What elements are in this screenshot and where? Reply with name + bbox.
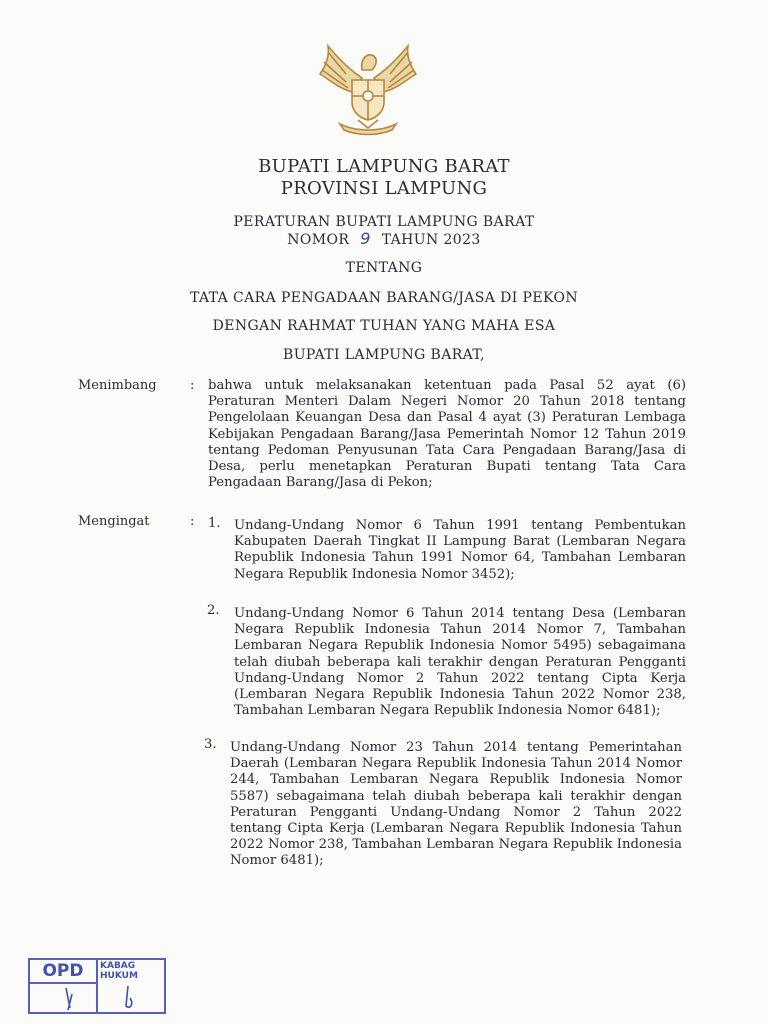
- menimbang-label: Menimbang: [78, 378, 157, 393]
- regulation-number-line: [0, 229, 768, 248]
- mengingat-item-1-text: Undang-Undang Nomor 6 Tahun 1991 tentang Pembentukan Kabupaten Daerah Tingkat II Lampung Barat (Lembaran Negara Republik Indonesia Tahun 1991 Nomor 64, Tambahan Lembaran Negara Republik Indonesia Nomor 3452);: [234, 518, 686, 582]
- regulation-subject: TATA CARA PENGADAAN BARANG/JASA DI PEKON: [189, 290, 579, 306]
- mengingat-item-3-number: 3.: [204, 737, 217, 752]
- tahun-label: TAHUN 2023: [381, 232, 481, 248]
- issuer-line: BUPATI LAMPUNG BARAT,: [283, 347, 485, 363]
- nomor-value: 9: [360, 229, 371, 248]
- menimbang-text: bahwa untuk melaksanakan ketentuan pada Pasal 52 ayat (6) Peraturan Menteri Dalam Negeri Nomor 20 Tahun 2018 tentang Pengelolaan Keuangan Desa dan Pasal 4 ayat (3) Peraturan Lembaga Kebijakan Pengadaan Barang/Jasa Pemerintah Nomor 12 Tahun 2019 tentang Pedoman Penyusunan Tata Cara Pengadaan Barang/Jasa di Desa, perlu menetapkan Peraturan Bupati tentang Tata Cara Pengadaan Barang/Jasa di Pekon;: [208, 378, 686, 491]
- signature-marks-icon: [30, 984, 164, 1012]
- stamp-opd-label: OPD: [30, 960, 98, 984]
- tentang-heading: TENTANG: [345, 260, 423, 276]
- regulation-title: PERATURAN BUPATI LAMPUNG BARAT: [233, 214, 535, 230]
- mengingat-item-1-number: 1.: [208, 516, 221, 531]
- stamp-kabag-label: KABAG: [100, 961, 136, 971]
- header-line-2: PROVINSI LAMPUNG: [280, 178, 488, 199]
- paraf-stamp: [28, 958, 166, 1014]
- garuda-emblem-icon: [316, 40, 420, 136]
- mengingat-item-2-text: Undang-Undang Nomor 6 Tahun 2014 tentang Desa (Lembaran Negara Republik Indonesia Tahun 2014 Nomor 7, Tambahan Lembaran Negara Republik Indonesia Nomor 5495) sebagaimana telah diubah beberapa kali terakhir dengan Peraturan Pengganti Undang-Undang Nomor 2 Tahun 2022 tentang Cipta Kerja (Lembaran Negara Republik Indonesia Tahun 2022 Nomor 238, Tambahan Lembaran Negara Republik Indonesia Nomor 6481);: [234, 606, 686, 719]
- mengingat-colon: :: [190, 514, 195, 529]
- blessing-line: DENGAN RAHMAT TUHAN YANG MAHA ESA: [212, 318, 556, 334]
- stamp-hukum-label: HUKUM: [100, 971, 138, 981]
- menimbang-colon: :: [190, 378, 195, 393]
- mengingat-item-3-text: Undang-Undang Nomor 23 Tahun 2014 tentang Pemerintahan Daerah (Lembaran Negara Republik Indonesia Tahun 2014 Nomor 244, Tambahan Lembaran Negara Republik Indonesia Nomor 5587) sebagaimana telah diubah beberapa kali terakhir dengan Peraturan Pengganti Undang-Undang Nomor 2 Tahun 2022 tentang Cipta Kerja (Lembaran Negara Republik Indonesia Tahun 2022 Nomor 238, Tambahan Lembaran Negara Republik Indonesia Nomor 6481);: [230, 740, 682, 869]
- header-line-1: BUPATI LAMPUNG BARAT: [258, 156, 510, 177]
- mengingat-item-2-number: 2.: [207, 603, 220, 618]
- mengingat-label: Mengingat: [78, 514, 150, 529]
- nomor-label: NOMOR: [287, 232, 350, 248]
